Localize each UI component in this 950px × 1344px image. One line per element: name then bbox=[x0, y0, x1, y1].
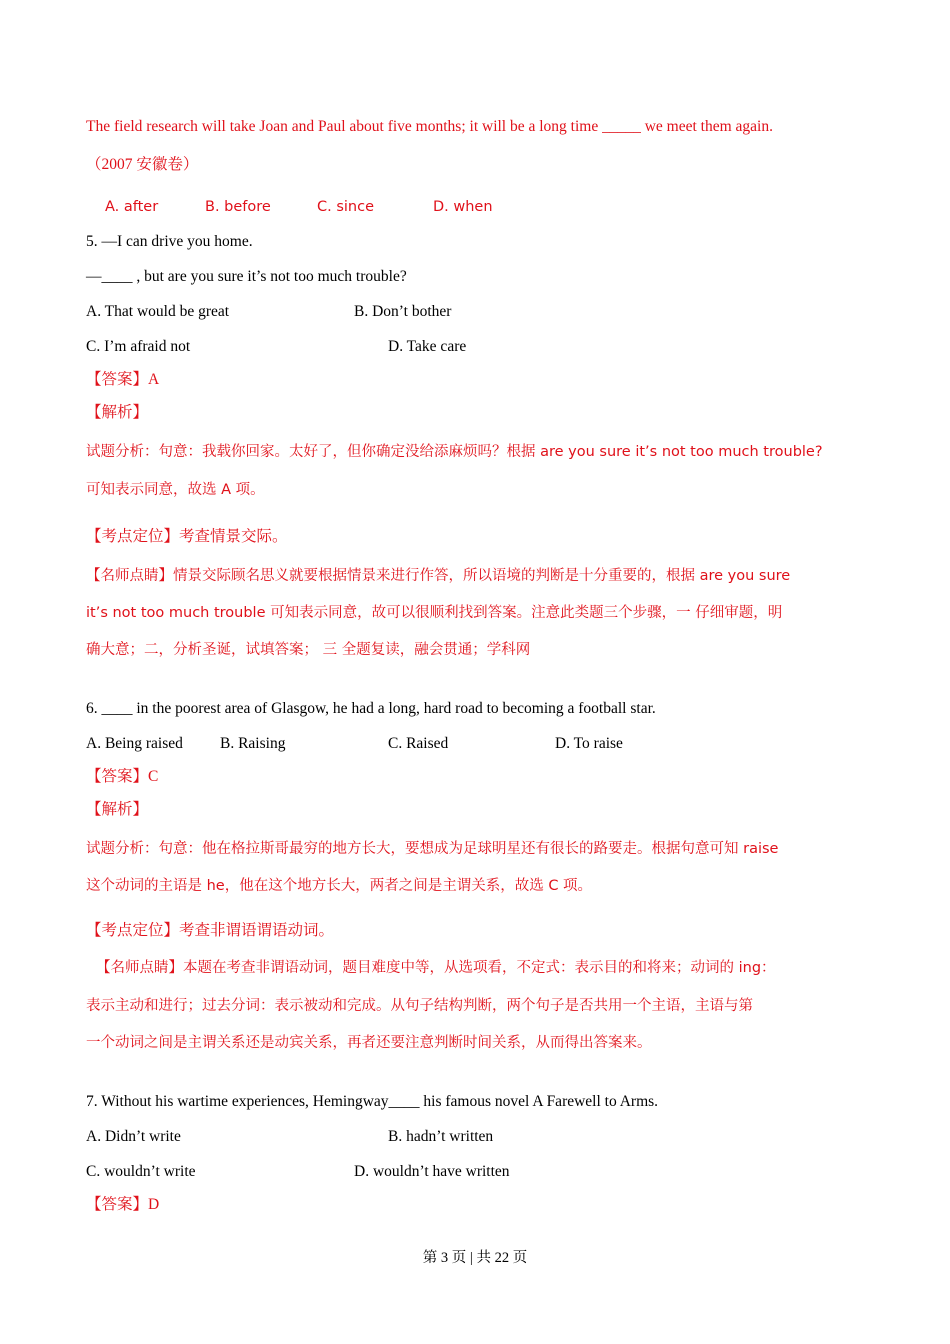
q5-analysis-line-1: 试题分析：句意：我载你回家。太好了，但你确定没给添麻烦吗？根据 are you sure it’s not too much trouble? bbox=[86, 444, 823, 460]
q6-analysis-label: 【解析】 bbox=[86, 801, 149, 818]
q7-stem: 7. Without his wartime experiences, Hemingway____ his famous novel A Farewell to Arms. bbox=[86, 1093, 659, 1110]
q5-analysis-line-2: 可知表示同意，故选 A 项。 bbox=[86, 482, 265, 498]
intro-option-d: D. when bbox=[433, 199, 493, 215]
q5-option-b: B. Don’t bother bbox=[354, 303, 452, 320]
q5-option-a: A. That would be great bbox=[86, 303, 230, 320]
q7-option-d: D. wouldn’t have written bbox=[354, 1163, 510, 1180]
q6-tip-line-3: 一个动词之间是主谓关系还是动宾关系，再者还要注意判断时间关系，从而得出答案来。 bbox=[86, 1035, 652, 1051]
q6-option-c: C. Raised bbox=[388, 735, 449, 752]
intro-option-b: B. before bbox=[205, 199, 271, 215]
q6-tip-line-2: 表示主动和进行；过去分词：表示被动和完成。从句子结构判断，两个句子是否共用一个主语，主语与第 bbox=[86, 998, 753, 1014]
q5-analysis-label: 【解析】 bbox=[86, 404, 149, 421]
q6-tip-line-1: 【名师点睛】本题在考查非谓语动词，题目难度中等，从选项看，不定式：表示目的和将来；动词的 ing： bbox=[96, 960, 776, 976]
q7-option-b: B. hadn’t written bbox=[388, 1128, 494, 1145]
q5-tip-line-2: it’s not too much trouble 可知表示同意，故可以很顺利找到答案。注意此类题三个步骤，一 仔细审题，明 bbox=[86, 605, 783, 621]
q6-option-b: B. Raising bbox=[220, 735, 286, 752]
q5-stem-2: —____ , but are you sure it’s not too much trouble? bbox=[86, 268, 407, 285]
q5-point: 【考点定位】考查情景交际。 bbox=[86, 528, 288, 545]
intro-option-a: A. after bbox=[105, 199, 159, 215]
q6-point: 【考点定位】考查非谓语谓语动词。 bbox=[86, 922, 335, 939]
q6-option-d: D. To raise bbox=[555, 735, 623, 752]
q5-option-c: C. I’m afraid not bbox=[86, 338, 191, 355]
q5-answer: 【答案】A bbox=[86, 371, 160, 388]
q5-tip-line-3: 确大意；二，分析圣诞，试填答案； 三 全题复读，融会贯通；学科网 bbox=[86, 642, 531, 658]
q7-option-a: A. Didn’t write bbox=[86, 1128, 181, 1145]
q5-option-d: D. Take care bbox=[388, 338, 467, 355]
q6-option-a: A. Being raised bbox=[86, 735, 183, 752]
q6-analysis-line-1: 试题分析：句意：他在格拉斯哥最穷的地方长大，要想成为足球明星还有很长的路要走。根据句意可知 raise bbox=[86, 841, 779, 857]
page-footer: 第 3 页 | 共 22 页 bbox=[422, 1250, 528, 1266]
q6-answer: 【答案】C bbox=[86, 768, 159, 785]
intro-option-c: C. since bbox=[317, 199, 375, 215]
q5-stem-1: 5. —I can drive you home. bbox=[86, 233, 253, 250]
q7-option-c: C. wouldn’t write bbox=[86, 1163, 196, 1180]
q7-answer: 【答案】D bbox=[86, 1196, 160, 1213]
q5-tip-line-1: 【名师点睛】情景交际顾名思义就要根据情景来进行作答，所以语境的判断是十分重要的，根据 are you sure bbox=[86, 568, 791, 584]
q6-stem: 6. ____ in the poorest area of Glasgow, he had a long, hard road to becoming a football star. bbox=[86, 700, 656, 717]
q6-analysis-line-2: 这个动词的主语是 he，他在这个地方长大，两者之间是主谓关系，故选 C 项。 bbox=[86, 878, 593, 894]
intro-source: （2007 安徽卷） bbox=[86, 156, 199, 173]
intro-sentence: The field research will take Joan and Paul about five months; it will be a long time _____ we meet them again. bbox=[86, 118, 773, 135]
